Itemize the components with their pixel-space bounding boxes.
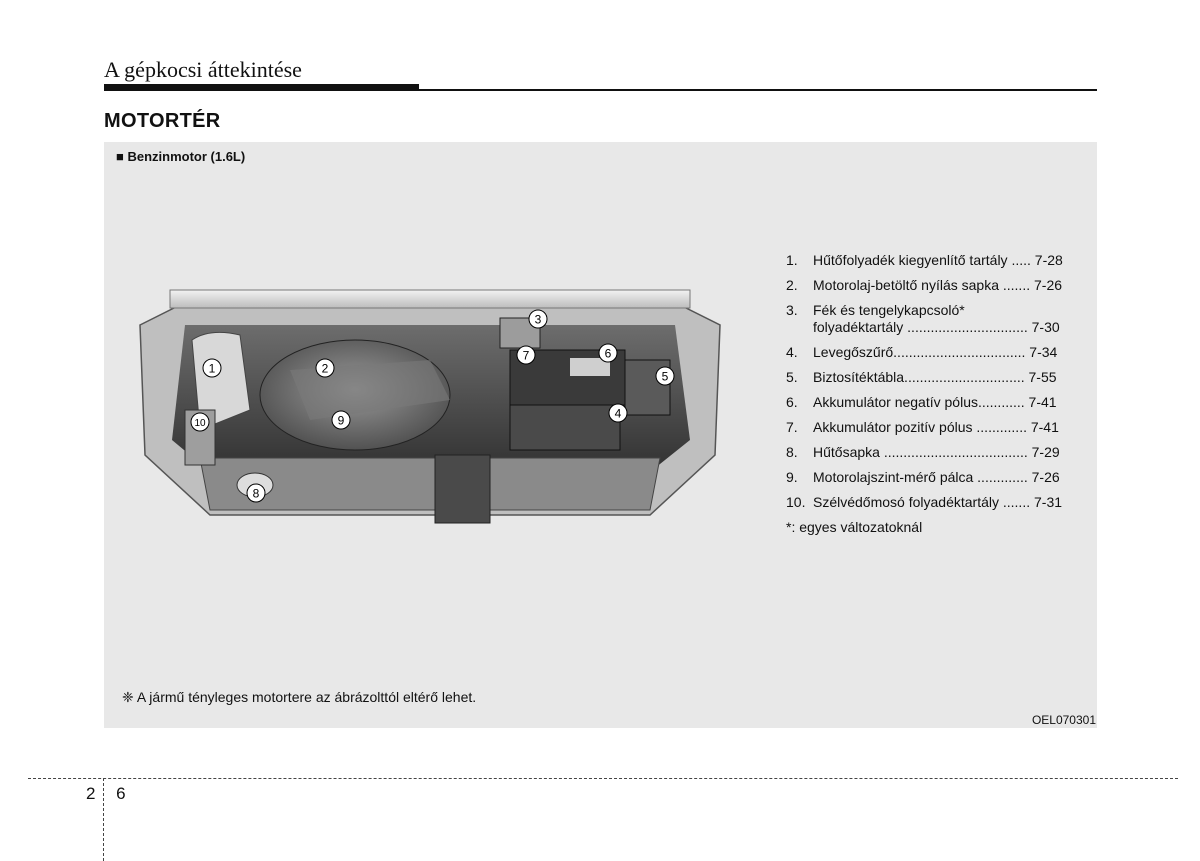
callout-2 xyxy=(316,359,334,377)
svg-text:9: 9 xyxy=(337,413,345,428)
engine-bay-illustration xyxy=(130,280,730,528)
svg-text:6: 6 xyxy=(604,346,612,361)
legend-item: 3. Fék és tengelykapcsoló* folyadéktartály ............................... 7-30 xyxy=(786,302,1060,335)
svg-text:7: 7 xyxy=(522,348,530,363)
legend-item: 10. Szélvédőmosó folyadéktartály ....... 7-31 xyxy=(786,494,1063,510)
header-rule-thin xyxy=(419,89,1097,91)
legend-item: 6. Akkumulátor negatív pólus............ 7-41 xyxy=(786,394,1057,410)
legend-item: 4. Levegőszűrő.................................. 7-34 xyxy=(786,344,1058,360)
legend-item: 9. Motorolajszint-mérő pálca ............. 7-26 xyxy=(786,469,1060,485)
callout-8 xyxy=(247,484,265,502)
callout-3 xyxy=(529,310,547,328)
figure-code: OEL070301 xyxy=(1031,713,1096,727)
callout-9 xyxy=(332,411,350,429)
legend-item: 5. Biztosítéktábla............................... 7-55 xyxy=(786,369,1057,385)
svg-text:5: 5 xyxy=(661,369,669,384)
svg-text:1: 1 xyxy=(208,361,216,376)
chapter-title: A gépkocsi áttekintése xyxy=(104,57,302,82)
footer-dashed-rule xyxy=(28,778,1178,779)
legend-item: 7. Akkumulátor pozitív pólus ............. 7-41 xyxy=(786,419,1059,435)
svg-text:2: 2 xyxy=(321,361,329,376)
legend-note: *: egyes változatoknál xyxy=(786,519,923,535)
svg-text:4: 4 xyxy=(614,406,622,421)
callout-1 xyxy=(203,359,221,377)
figure-footnote: ❈ A jármű tényleges motortere az ábrázolttól eltérő lehet. xyxy=(122,689,477,705)
callout-4 xyxy=(609,404,627,422)
page-number: 2 6 xyxy=(86,784,134,803)
callout-7 xyxy=(517,346,535,364)
legend-item: 2. Motorolaj-betöltő nyílás sapka ....... 7-26 xyxy=(786,277,1063,293)
legend-item: 1. Hűtőfolyadék kiegyenlítő tartály ..... 7-28 xyxy=(786,252,1063,268)
svg-text:8: 8 xyxy=(252,486,260,501)
svg-text:3: 3 xyxy=(534,312,542,327)
callout-5 xyxy=(656,367,674,385)
section-title: MOTORTÉR xyxy=(104,110,221,132)
legend-item: 8. Hűtősapka ..................................... 7-29 xyxy=(786,444,1060,460)
figure-subtitle: ■ Benzinmotor (1.6L) xyxy=(116,149,246,164)
header-rule-thick xyxy=(104,84,419,91)
svg-text:10: 10 xyxy=(194,418,206,429)
legend-list xyxy=(786,252,1086,535)
callout-6 xyxy=(599,344,617,362)
callout-10 xyxy=(191,413,209,431)
